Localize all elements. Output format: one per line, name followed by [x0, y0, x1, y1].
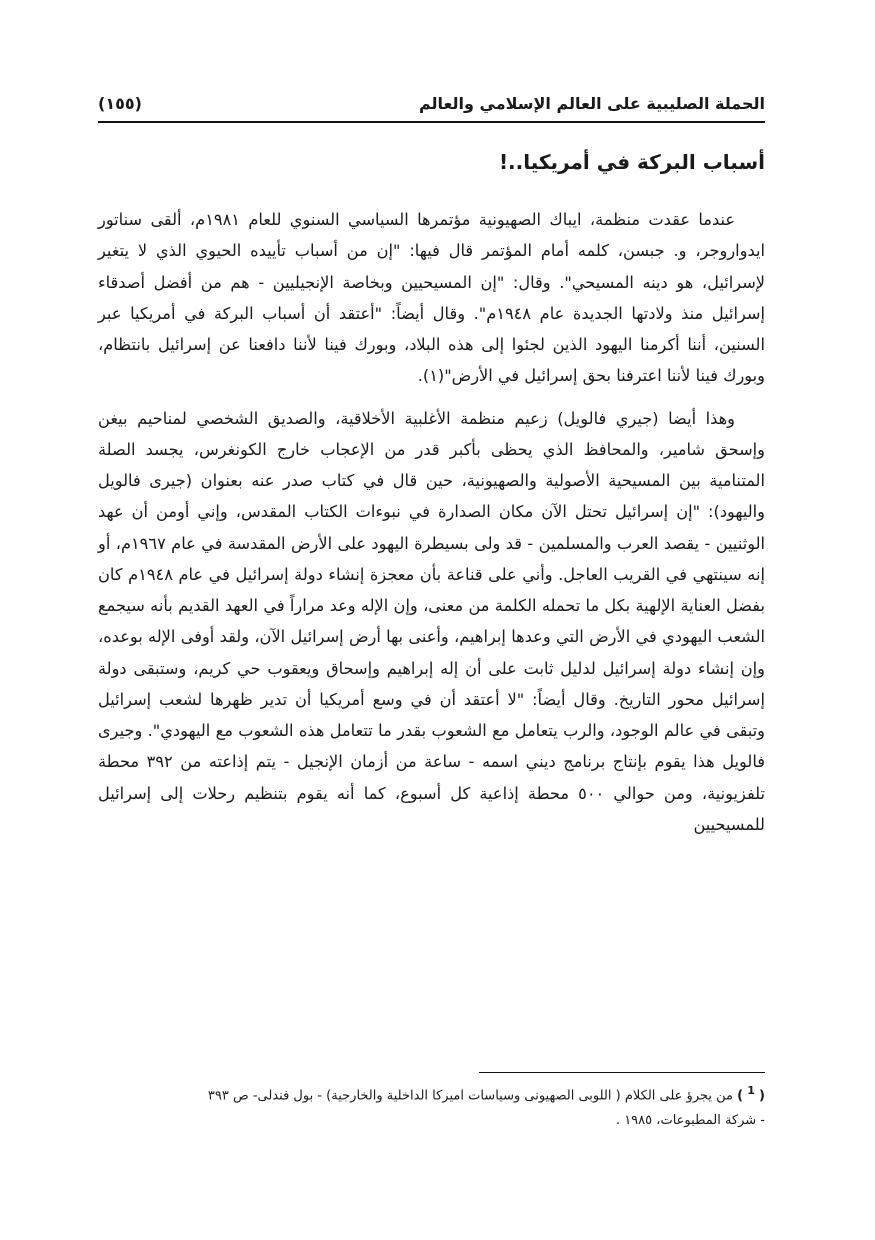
paragraph: عندما عقدت منظمة، ايباك الصهيونية مؤتمرها السياسي السنوي للعام ١٩٨١م، ألقى سناتور ايدواروجر، و. جبسن، كلمه أمام المؤتمر قال فيها: "إن من أسباب تأييده الحيوي الذي لا يتغير لإسرائيل، هو دينه المسيحي". وقال: "إن المسيحيين وبخاصة الإنجيليين - هم من أفضل أصدقاء إسرائيل منذ ولادتها الجديدة عام ١٩٤٨م". وقال أيضاً: "أعتقد أن أسباب البركة في أمريكيا عبر السنين، أننا أكرمنا اليهود الذين لجئوا إلى هذه البلاد، وبورك فينا لأننا دافعنا عن إسرائيل بانتظام، وبورك فينا لأننا اعترفنا بحق إسرائيل في الأرض"(١). [98, 210, 765, 386]
footnote-close-paren: ) [737, 1088, 744, 1104]
footnote-line-2: - شركة المطبوعات، ١٩٨٥ . [615, 1113, 765, 1129]
footnote-line-1 [98, 1078, 765, 1108]
header-rule [98, 121, 765, 123]
header-title: الحملة الصليبية على العالم الإسلامي والعالم [418, 93, 765, 113]
running-header [98, 88, 765, 118]
paragraph: وهذا أيضا (جيري فالويل) زعيم منظمة الأغلبية الأخلاقية، والصديق الشخصي لمناحيم بيغن وإسحق شامير، والمحافظ الذي يحظى بأكبر قدر من الإعجاب خارج الكونغرس، يجسد الصلة المتنامية بين المسيحية الأصولية والصهيونية، حين قال في كتاب صدر عنه بعنوان (جيرى فالويل واليهود): "إن إسرائيل تحتل الآن مكان الصدارة في نبوءات الكتاب المقدس، وإني أومن أن عهد الوثنيين - يقصد العرب والمسلمين - قد ولى بسيطرة اليهود على الأرض المقدسة في عام ١٩٦٧م، أو إنه سينتهي في القريب العاجل. وأني على قناعة بأن معجزة إنشاء دولة إسرائيل في عام ١٩٤٨م كان بفضل العناية الإلهية بكل ما تحمله الكلمة من معنى، وإن الإله وعد مراراً في العهد القديم بأنه سيجمع الشعب اليهودي في الأرض التي وعدها إبراهيم، وأعنى بها أرض إسرائيل الآن، ولقد أوفى الإله بوعده، وإن إنشاء دولة إسرائيل لدليل ثابت على أن إله إبراهيم وإسحاق ويعقوب حي كريم، وستبقى دولة إسرائيل محور التاريخ. وقال أيضاً: "لا أعتقد أن في وسع أمريكيا أن تدير ظهرها لشعب إسرائيل وتبقى في عالم الوجود، والرب يتعامل مع الشعوب بقدر ما تتعامل هذه الشعوب مع اليهودي". وجيرى فالويل هذا يقوم بإنتاج برنامج ديني اسمه - ساعة من أزمان الإنجيل - يتم إذاعته من ٣٩٢ محطة تلفزيونية، ومن حوالي ٥٠٠ محطة إذاعية كل أسبوع، كما أنه يقوم بتنظيم رحلات إلى إسرائيل للمسيحيين [98, 408, 765, 834]
footnote [98, 1078, 765, 1133]
page-number: (١٥٥) [98, 93, 142, 113]
section-title: أسباب البركة في أمريكيا..! [498, 150, 765, 174]
footnote-citation: من يجرؤ على الكلام ( اللوبى الصهيونى وسياسات اميركا الداخلية والخارجية) - بول فندلى- ص ٣٩٣ [207, 1088, 734, 1104]
footnote-number: 1 [747, 1084, 755, 1097]
footnote-rule [479, 1072, 765, 1073]
body-text [98, 204, 765, 840]
footnote-open-paren: ( [759, 1088, 765, 1104]
